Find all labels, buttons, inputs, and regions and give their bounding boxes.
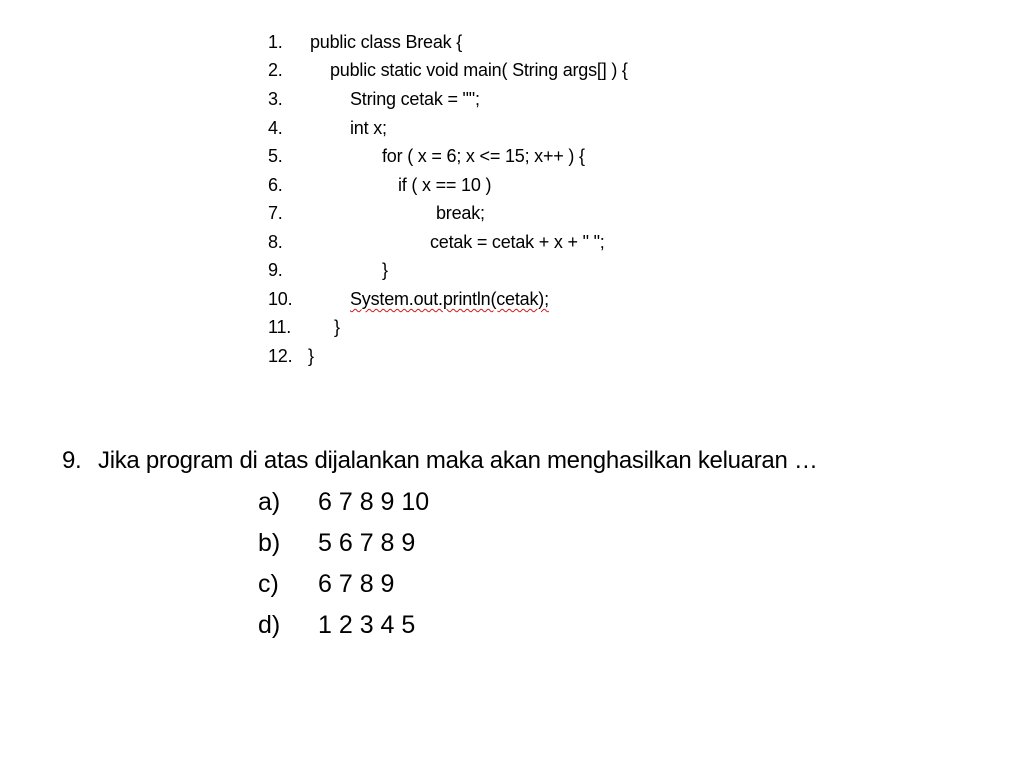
option-label: b) xyxy=(258,529,281,557)
code-line-12 xyxy=(268,342,314,370)
option-label: d) xyxy=(258,611,281,639)
code-line-9 xyxy=(268,256,388,284)
question-9 xyxy=(62,441,818,481)
answer-options xyxy=(258,482,558,652)
code-text: for ( x = 6; x <= 15; x++ ) { xyxy=(382,146,585,166)
code-text: System.out.println(cetak); xyxy=(350,289,549,309)
option-text: 6 7 8 9 xyxy=(318,570,395,598)
code-text: int x; xyxy=(350,118,387,138)
option-label: c) xyxy=(258,570,279,598)
question-number: 9. xyxy=(62,447,82,474)
code-line-1 xyxy=(268,28,463,56)
line-number: 12. xyxy=(268,346,293,366)
line-number: 11. xyxy=(268,317,292,337)
code-text: cetak = cetak + x + " "; xyxy=(430,232,605,252)
code-line-2 xyxy=(268,56,628,84)
line-number: 6. xyxy=(268,175,283,195)
option-text: 6 7 8 9 10 xyxy=(318,488,430,516)
code-text: } xyxy=(382,260,388,280)
option-label: a) xyxy=(258,488,281,516)
line-number: 1. xyxy=(268,32,283,52)
line-number: 2. xyxy=(268,60,283,80)
line-number: 5. xyxy=(268,146,283,166)
code-line-4 xyxy=(268,114,387,142)
code-text: public static void main( String args[] ) { xyxy=(330,60,628,80)
line-number: 4. xyxy=(268,118,283,138)
code-text: } xyxy=(334,317,340,337)
code-line-7 xyxy=(268,199,485,227)
code-line-8 xyxy=(268,228,605,256)
code-line-10 xyxy=(268,285,549,313)
line-number: 8. xyxy=(268,232,283,252)
option-text: 5 6 7 8 9 xyxy=(318,529,416,557)
line-number: 9. xyxy=(268,260,283,280)
code-line-5 xyxy=(268,142,585,170)
code-listing xyxy=(268,28,728,373)
line-number: 10. xyxy=(268,289,293,309)
code-text: String cetak = ""; xyxy=(350,89,480,109)
line-number: 3. xyxy=(268,89,283,109)
code-line-6 xyxy=(268,171,492,199)
question-text: Jika program di atas dijalankan maka akan menghasilkan keluaran … xyxy=(98,447,818,474)
code-text: if ( x == 10 ) xyxy=(398,175,492,195)
option-text: 1 2 3 4 5 xyxy=(318,611,416,639)
code-text: } xyxy=(308,346,314,366)
code-text: break; xyxy=(436,203,485,223)
code-line-3 xyxy=(268,85,480,113)
code-line-11 xyxy=(268,313,340,341)
code-text: public class Break { xyxy=(310,32,463,52)
line-number: 7. xyxy=(268,203,283,223)
